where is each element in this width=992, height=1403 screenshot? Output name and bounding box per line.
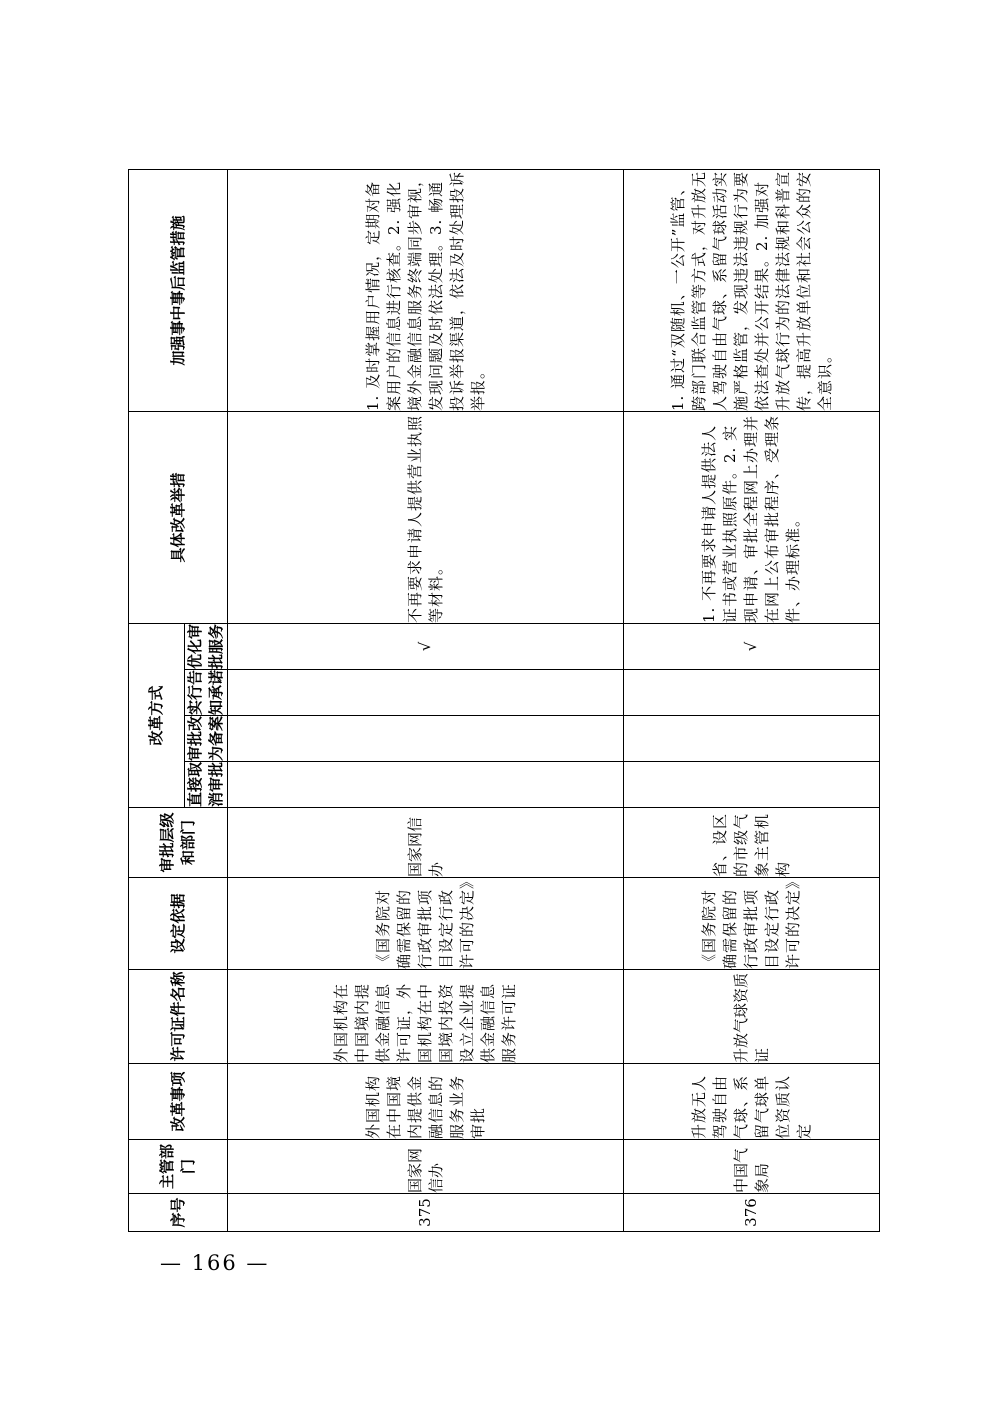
table-row [228,169,624,1231]
header-dept: 主管部门 [129,1140,228,1194]
header-basis: 设定依据 [129,878,228,970]
row-level: 国家网信办 [228,808,624,878]
header-item: 改革事项 [129,1064,228,1140]
header-supervision: 加强事中事后监管措施 [129,169,228,411]
header-method-cancel: 直接取消审批 [185,762,228,808]
page-number: — 166 — [160,1251,270,1275]
row-method-cancel [624,762,880,808]
row-item: 升放无人驾驶自由气球、系留气球单位资质认定 [624,1064,880,1140]
table-row [624,169,880,1231]
row-method-notify [624,670,880,716]
row-license: 升放气球资质证 [624,970,880,1064]
header-level: 审批层级和部门 [129,808,228,878]
row-item: 外国机构在中国境内提供金融信息的服务业务审批 [228,1064,624,1140]
header-reform-method: 改革方式 [129,623,185,807]
row-dept: 国家网信办 [228,1140,624,1194]
row-measures: 1. 不再要求申请人提供法人证书或营业执照原件。2. 实现申请、审批全程网上办理并在网上公布审批程序、受理条件、办理标准。 [624,411,880,623]
header-license: 许可证件名称 [129,970,228,1064]
row-supervision: 1. 及时掌握用户情况，定期对备案用户的信息进行核查。2. 强化境外金融信息服务终端同步审视，发现问题及时依法处理。3. 畅通投诉举报渠道，依法及时处理投诉举报。 [228,169,624,411]
row-basis: 《国务院对确需保留的行政审批项目设定行政许可的决定》 [228,878,624,970]
row-method-optimize-check: √ [228,623,624,669]
header-seq: 序号 [129,1194,228,1232]
row-method-record [228,716,624,762]
row-seq: 376 [624,1194,880,1232]
row-method-optimize-check: √ [624,623,880,669]
row-license: 外国机构在中国境内提供金融信息许可证，外国机构在中国境内投资设立企业提供金融信息服务许可证 [228,970,624,1064]
row-method-cancel [228,762,624,808]
row-level: 省、设区的市级气象主管机构 [624,808,880,878]
row-basis: 《国务院对确需保留的行政审批项目设定行政许可的决定》 [624,878,880,970]
row-measures: 不再要求申请人提供营业执照等材料。 [228,411,624,623]
row-dept: 中国气象局 [624,1140,880,1194]
row-seq: 375 [228,1194,624,1232]
row-method-notify [228,670,624,716]
reform-table [128,169,880,1232]
header-method-notify: 实行告知承诺 [185,670,228,716]
rotated-table-page [128,170,864,1232]
header-measures: 具体改革举措 [129,411,228,623]
row-method-record [624,716,880,762]
header-method-optimize: 优化审批服务 [185,623,228,669]
header-method-record: 审批改为备案 [185,716,228,762]
row-supervision: 1. 通过“双随机、一公开”监管、跨部门联合监管等方式，对升放无人驾驶自由气球、系留气球活动实施严格监管，发现违法违规行为要依法查处并公开结果。2. 加强对升放气球行为的法律法规和科普宣传，提高升放单位和社会公众的安全意识。 [624,169,880,411]
